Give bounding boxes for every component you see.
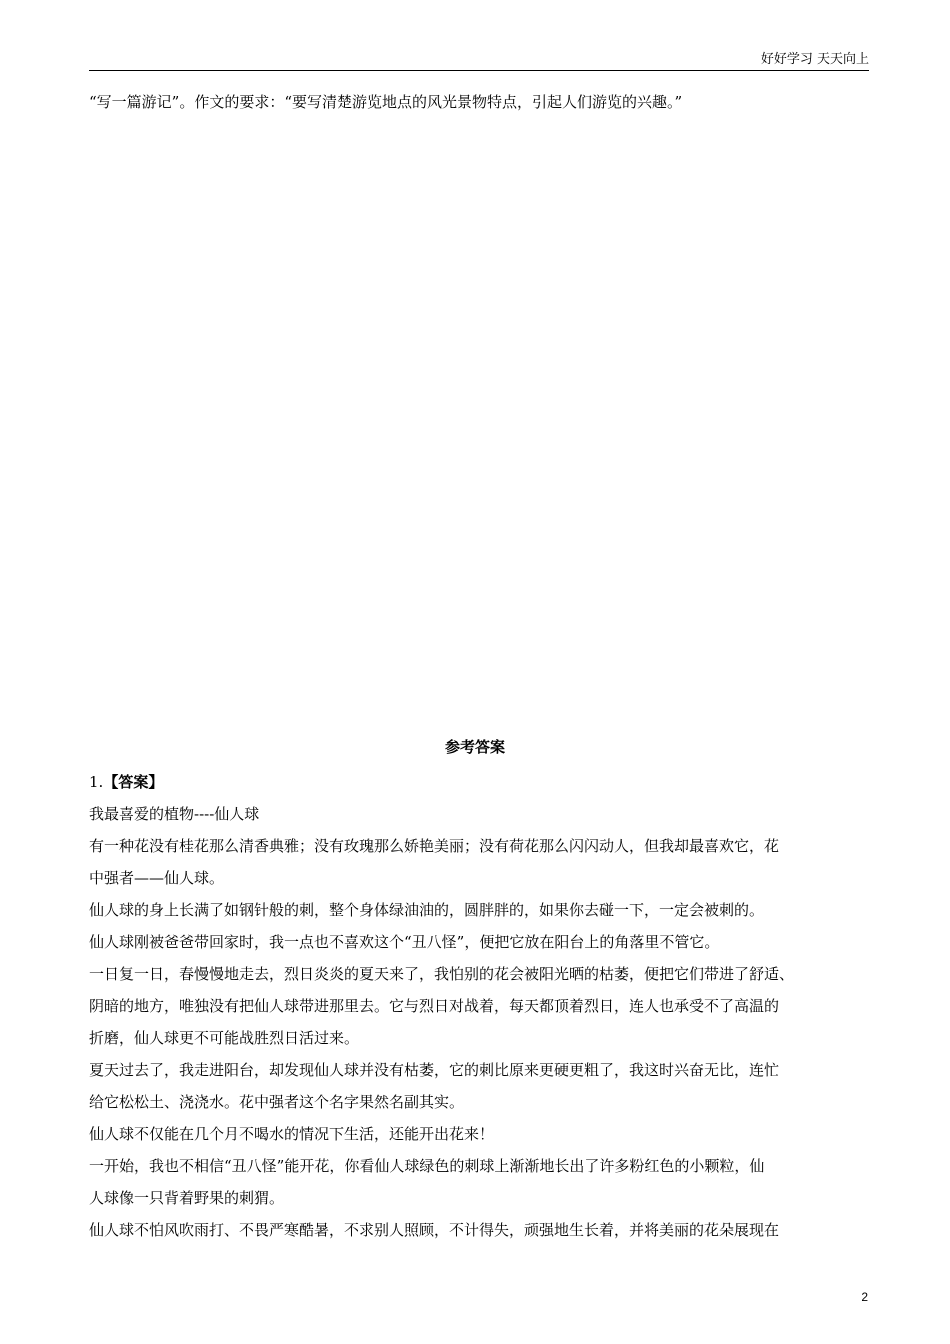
essay-prompt: “写一篇游记”。作文的要求：“要写清楚游览地点的风光景物特点，引起人们游览的兴趣。” [89, 93, 683, 111]
essay-line: 仙人球不仅能在几个月不喝水的情况下生活，还能开出花来！ [89, 1125, 495, 1143]
essay-line: 折磨，仙人球更不可能战胜烈日活过来。 [89, 1029, 360, 1047]
header-divider [89, 70, 869, 71]
essay-line: 人球像一只背着野果的刺猬。 [89, 1189, 285, 1207]
essay-line: 仙人球的身上长满了如钢针般的刺，整个身体绿油油的，圆胖胖的，如果你去碰一下，一定会被刺的。 [89, 901, 765, 919]
essay-title: 我最喜爱的植物----仙人球 [89, 805, 260, 823]
essay-line: 给它松松土、浇浇水。花中强者这个名字果然名副其实。 [89, 1093, 465, 1111]
essay-line: 阴暗的地方，唯独没有把仙人球带进那里去。它与烈日对战着，每天都顶着烈日，连人也承受不了高温的 [89, 997, 780, 1015]
header-slogan: 好好学习 天天向上 [760, 52, 869, 67]
answer-item-label [89, 772, 163, 792]
essay-line: 一开始，我也不相信“丑八怪”能开花，你看仙人球绿色的刺球上渐渐地长出了许多粉红色的小颗粒，仙 [89, 1157, 765, 1175]
answer-item-number: 1. [89, 773, 104, 791]
essay-line: 夏天过去了，我走进阳台，却发现仙人球并没有枯萎，它的刺比原来更硬更粗了，我这时兴奋无比，连忙 [89, 1061, 780, 1079]
answer-item-label-text [89, 773, 163, 791]
essay-line: 仙人球刚被爸爸带回家时，我一点也不喜欢这个“丑八怪”，便把它放在阳台上的角落里不管它。 [89, 933, 720, 951]
essay-line: 有一种花没有桂花那么清香典雅；没有玫瑰那么娇艳美丽；没有荷花那么闪闪动人，但我却最喜欢它，花 [89, 837, 780, 855]
essay-line: 一日复一日，春慢慢地走去，烈日炎炎的夏天来了，我怕别的花会被阳光晒的枯萎，便把它们带进了舒适、 [89, 965, 795, 983]
essay-line: 中强者——仙人球。 [89, 869, 225, 887]
page-number: 2 [861, 1290, 868, 1304]
answer-item-tag: 【答案】 [103, 773, 164, 791]
answers-section-title: 参考答案 [444, 738, 505, 756]
essay-line: 仙人球不怕风吹雨打、不畏严寒酷暑，不求别人照顾，不计得失，顽强地生长着，并将美丽的花朵展现在 [89, 1221, 780, 1239]
